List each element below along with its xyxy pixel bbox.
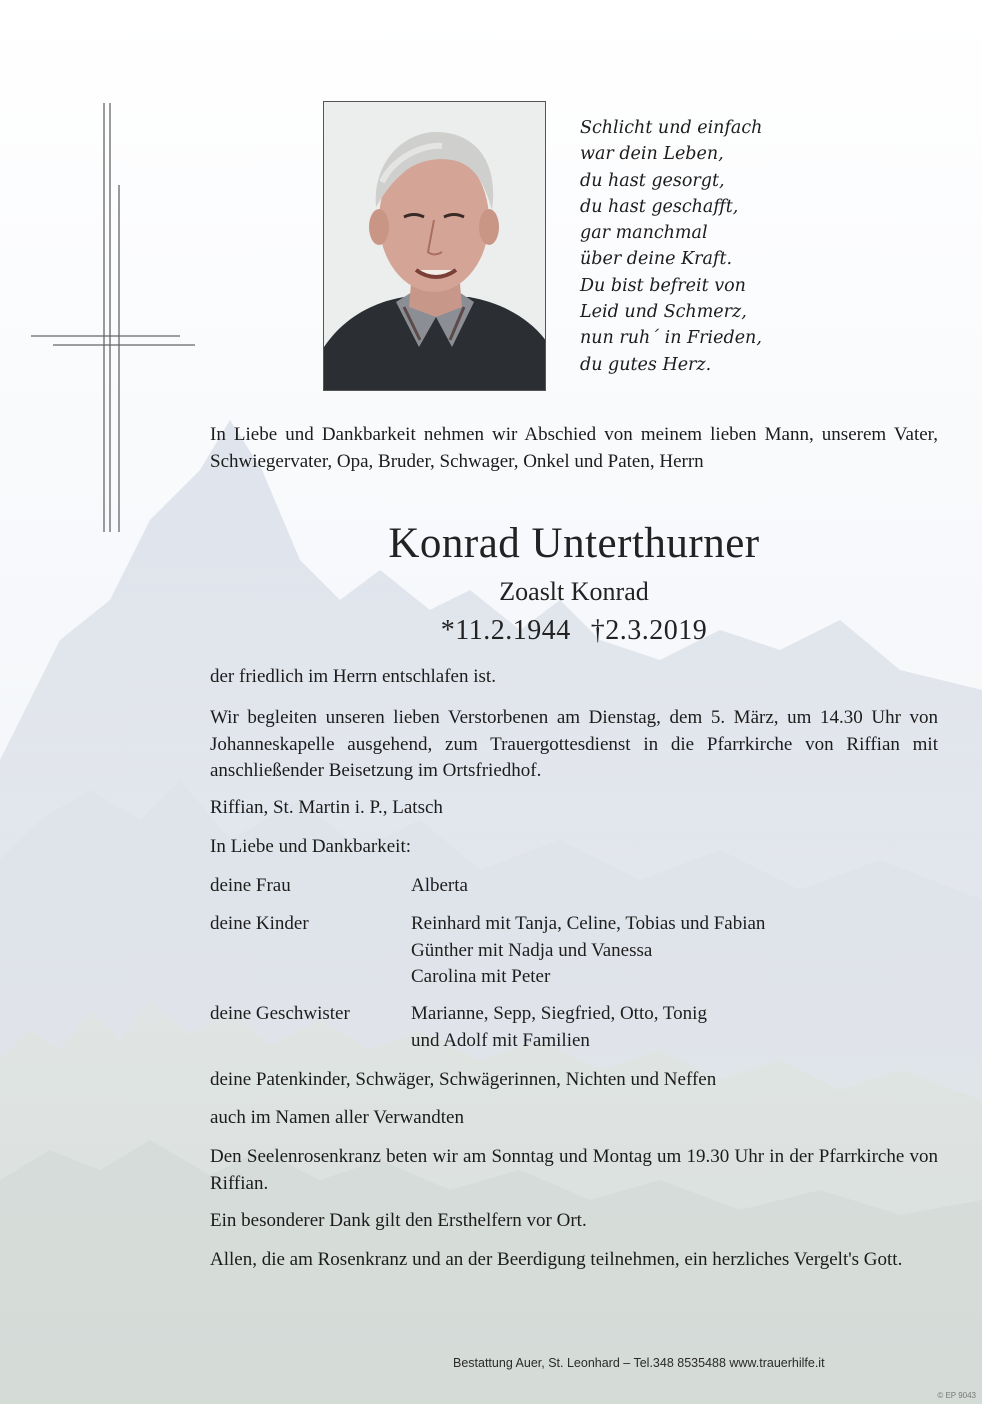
poem-line: du hast geschafft, [580,196,739,217]
thanks-all-text: Allen, die am Rosenkranz und an der Beerdigung teilnehmen, ein herzliches Vergelt's Gott. [210,1249,903,1270]
cross-icon [0,0,200,540]
poem-line: war dein Leben, [580,144,724,165]
family-value-children [411,911,941,991]
poem-line: Leid und Schmerz, [580,302,747,323]
poem-line: Du bist befreit von [580,275,746,296]
poem-line: du hast gesorgt, [580,170,725,191]
family-line: und Adolf mit Familien [411,1029,590,1051]
poem-line: über deine Kraft. [580,249,733,270]
portrait-photo [323,101,546,391]
family-label-siblings: deine Geschwister [210,1003,350,1024]
family-label-wife: deine Frau [210,875,291,896]
family-line: Alberta [411,875,468,896]
print-code: © EP 9043 [937,1391,976,1400]
death-date: †2.3.2019 [590,615,708,646]
relatives-text: auch im Namen aller Verwandten [210,1107,464,1128]
funeral-text: Wir begleiten unseren lieben Verstorbenen am Dienstag, dem 5. März, um 14.30 Uhr von Johanneskapelle ausgehend, zum Trauergottesdienst in die Pfarrkirche von Riffian mit anschließender Beisetzung im Ortsfriedhof. [210,707,938,781]
birth-date: *11.2.1944 [440,615,571,646]
godchildren-text: deine Patenkinder, Schwäger, Schwägerinnen, Nichten und Neffen [210,1069,717,1090]
intro-text: In Liebe und Dankbarkeit nehmen wir Abschied von meinem lieben Mann, unserem Vater, Schwiegervater, Opa, Bruder, Schwager, Onkel und Paten, Herrn [210,424,938,472]
family-line: Reinhard mit Tanja, Celine, Tobias und Fabian [411,913,766,934]
funeral-home-footer: Bestattung Auer, St. Leonhard – Tel.348 8535488 www.trauerhilfe.it [453,1356,825,1370]
love-line: In Liebe und Dankbarkeit: [210,836,412,857]
rosary-text: Den Seelenrosenkranz beten wir am Sonntag und Montag um 19.30 Uhr in der Pfarrkirche von Riffian. [210,1146,938,1194]
family-value-wife [411,873,941,900]
family-line: Günther mit Nadja und Vanessa [411,939,653,961]
family-line: Carolina mit Peter [411,966,551,987]
life-dates [210,613,938,649]
poem-line: du gutes Herz. [580,354,712,375]
deceased-nickname: Zoaslt Konrad [499,577,649,606]
family-value-siblings [411,1001,941,1054]
poem-line: gar manchmal [580,223,708,244]
passed-text: der friedlich im Herrn entschlafen ist. [210,666,496,687]
places-text: Riffian, St. Martin i. P., Latsch [210,797,443,818]
deceased-name: Konrad Unterthurner [388,520,760,567]
poem-line: Schlicht und einfach [580,118,763,138]
family-label-children: deine Kinder [210,913,309,934]
family-line: Marianne, Sepp, Siegfried, Otto, Tonig [411,1003,707,1024]
thanks-helpers-text: Ein besonderer Dank gilt den Ersthelfern vor Ort. [210,1210,587,1231]
poem-line: nun ruh´ in Frieden, [580,328,762,349]
poem [580,115,910,378]
